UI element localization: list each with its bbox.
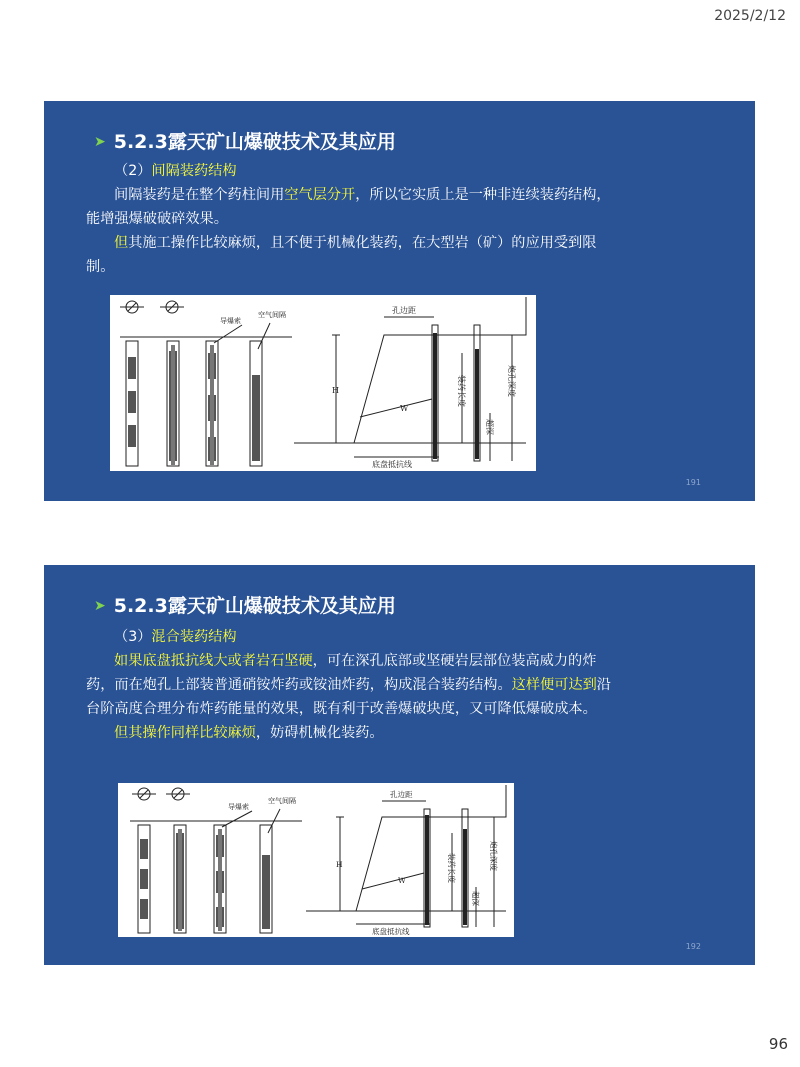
arrow-bullet-icon: ➤ bbox=[94, 134, 106, 150]
slide-body bbox=[86, 159, 622, 279]
label-hole-depth: 炮孔深度 bbox=[507, 365, 516, 397]
paragraph-2: 但其操作同样比较麻烦，妨碍机械化装药。 bbox=[114, 725, 384, 741]
label-detonating-cord: 导爆索 bbox=[220, 317, 241, 325]
label-air-gap: 空气间隔 bbox=[258, 311, 286, 319]
paragraph-1: 间隔装药是在整个药柱间用空气层分开，所以它实质上是一种非连续装药结构，能增强爆破破碎效果。 bbox=[86, 187, 611, 227]
label-burden: W bbox=[398, 876, 406, 885]
slide-body bbox=[86, 625, 622, 745]
slide-192 bbox=[44, 565, 755, 965]
bench-section-figure bbox=[306, 783, 514, 937]
slide-title: ➤ 5.2.3露天矿山爆破技术及其应用 bbox=[94, 595, 396, 617]
charge-column-figure bbox=[118, 783, 306, 937]
slide-number: 192 bbox=[685, 942, 701, 951]
label-subdrill: 超深 bbox=[485, 419, 494, 435]
charge-column-figure bbox=[110, 295, 294, 471]
bench-section-figure bbox=[294, 295, 536, 471]
subheading: （3）混合装药结构 bbox=[114, 629, 237, 645]
arrow-bullet-icon: ➤ bbox=[94, 598, 106, 614]
label-air-gap: 空气间隔 bbox=[268, 797, 296, 805]
label-subdrill: 超深 bbox=[471, 891, 480, 906]
paragraph-2: 但其施工操作比较麻烦，且不便于机械化装药，在大型岩（矿）的应用受到限制。 bbox=[86, 235, 597, 275]
label-hole-depth: 炮孔深度 bbox=[489, 841, 498, 871]
slide-number: 191 bbox=[685, 478, 701, 487]
paragraph-1: 如果底盘抵抗线大或者岩石坚硬，可在深孔底部或坚硬岩层部位装高威力的炸药，而在炮孔上部装普通硝铵炸药或铵油炸药，构成混合装药结构。这样便可达到沿台阶高度合理分布炸药能量的效果，既有利于改善爆破块度，又可降低爆破成本。 bbox=[86, 653, 611, 717]
subheading: （2）间隔装药结构 bbox=[114, 163, 237, 179]
label-detonating-cord: 导爆索 bbox=[228, 803, 249, 811]
label-charge-length: 装药长度 bbox=[447, 853, 456, 883]
label-burden: W bbox=[400, 404, 409, 413]
label-height: H bbox=[336, 860, 343, 869]
print-date: 2025/2/12 bbox=[714, 8, 786, 24]
label-toe-burden: 底盘抵抗线 bbox=[372, 460, 412, 469]
slide-191 bbox=[44, 101, 755, 501]
label-height: H bbox=[332, 386, 339, 395]
page-number: 96 bbox=[768, 1035, 788, 1053]
label-hole-spacing: 孔边距 bbox=[392, 306, 416, 315]
label-toe-burden: 底盘抵抗线 bbox=[372, 927, 410, 936]
label-hole-spacing: 孔边距 bbox=[390, 790, 413, 799]
slide-title: ➤ 5.2.3露天矿山爆破技术及其应用 bbox=[94, 131, 396, 153]
label-charge-length: 装药长度 bbox=[457, 375, 466, 407]
